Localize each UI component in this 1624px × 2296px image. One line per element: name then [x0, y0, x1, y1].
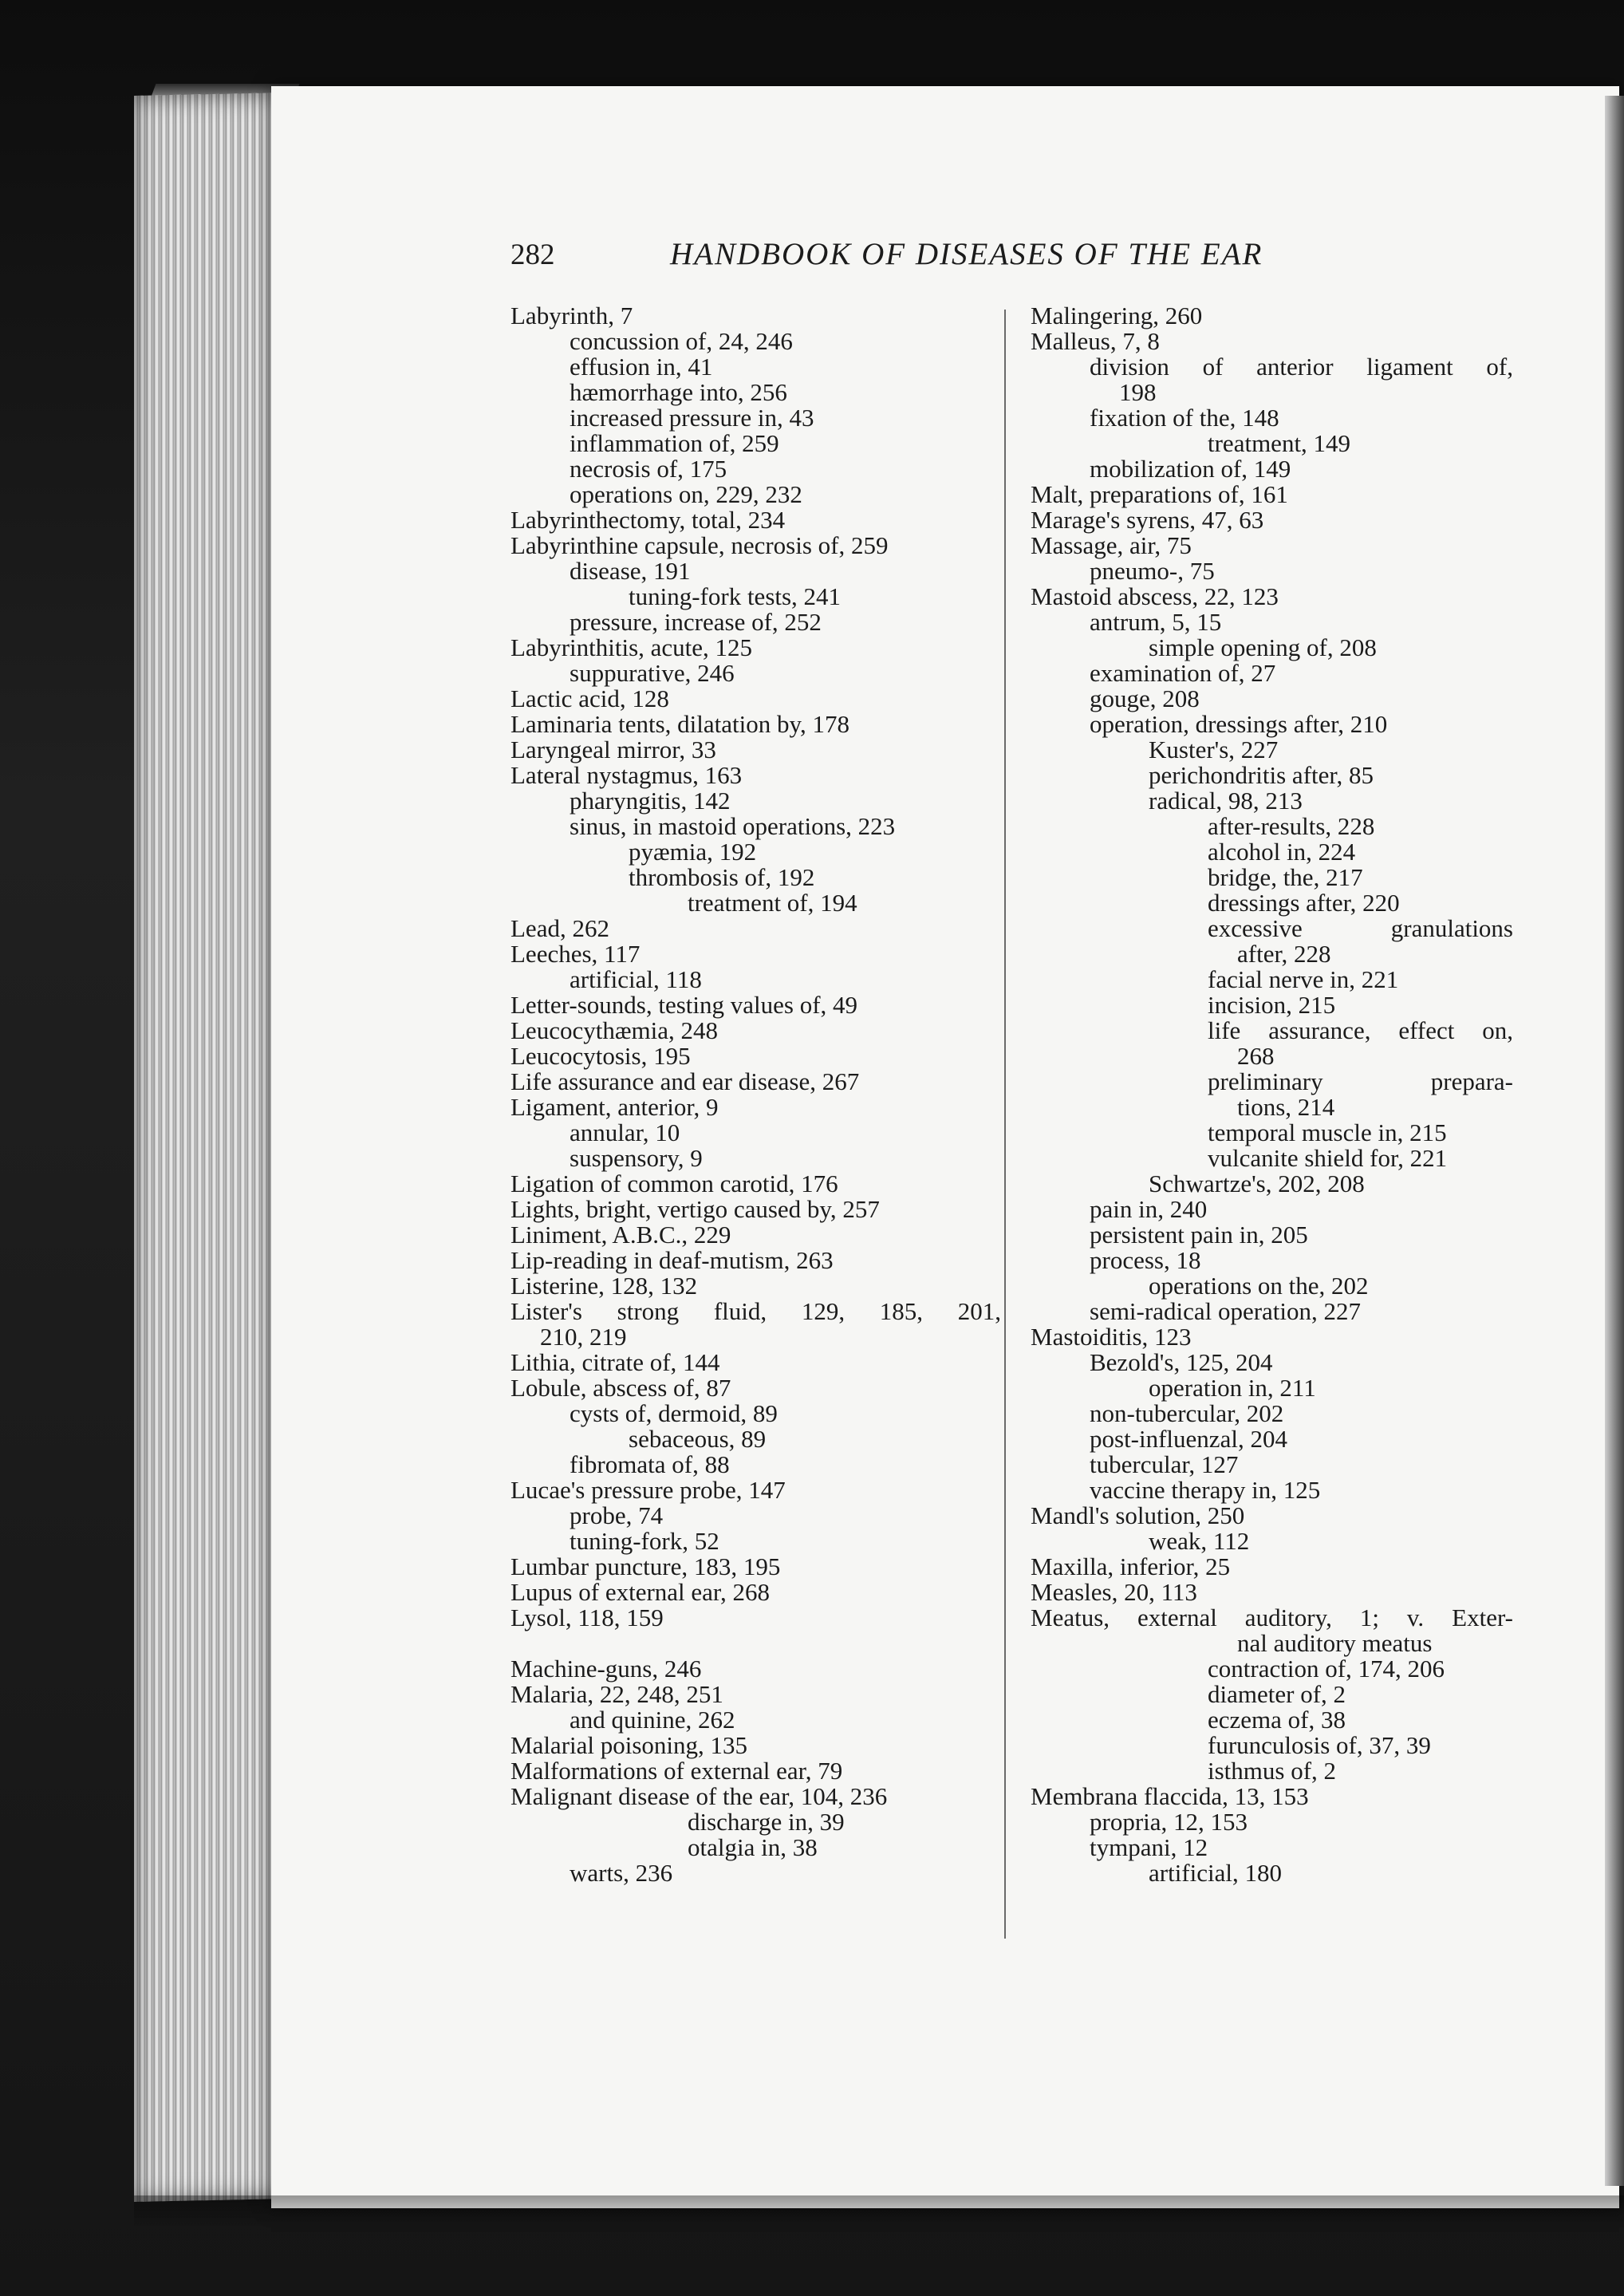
index-entry: Lucae's pressure probe, 147	[510, 1476, 786, 1504]
index-entry: Mandl's solution, 250	[1031, 1501, 1245, 1529]
index-entry: Schwartze's, 202, 208	[1149, 1170, 1365, 1197]
index-entry: tuning-fork tests, 241	[629, 582, 842, 610]
index-entry: otalgia in, 38	[688, 1833, 818, 1861]
index-entry: sinus, in mastoid operations, 223	[570, 812, 896, 840]
index-entry: probe, 74	[570, 1501, 664, 1529]
index-entry: preliminary prepara-	[1208, 1067, 1513, 1095]
index-entry: Ligament, anterior, 9	[510, 1093, 719, 1121]
index-entry: discharge in, 39	[688, 1808, 845, 1836]
index-entry: gouge, 208	[1090, 684, 1200, 712]
index-entry: Marage's syrens, 47, 63	[1031, 506, 1264, 534]
index-entry: vaccine therapy in, 125	[1090, 1476, 1321, 1504]
index-entry: suspensory, 9	[570, 1144, 703, 1172]
page-edges	[134, 93, 286, 2202]
index-entry: Lithia, citrate of, 144	[510, 1348, 720, 1376]
index-entry: effusion in, 41	[570, 353, 713, 381]
index-entry: isthmus of, 2	[1208, 1757, 1337, 1785]
index-entry: Labyrinthitis, acute, 125	[510, 633, 753, 661]
right-page-edge	[1605, 96, 1624, 2186]
index-entry: excessive granulations	[1208, 914, 1513, 942]
index-entry: semi-radical operation, 227	[1090, 1297, 1362, 1325]
index-entry: pressure, increase of, 252	[570, 608, 822, 636]
index-entry: operation, dressings after, 210	[1090, 710, 1388, 738]
index-entry: Malignant disease of the ear, 104, 236	[510, 1782, 888, 1810]
index-entry: Maxilla, inferior, 25	[1031, 1552, 1231, 1580]
index-entry: Lights, bright, vertigo caused by, 257	[510, 1195, 880, 1223]
index-entry: Lysol, 118, 159	[510, 1604, 664, 1631]
index-entry: Labyrinthectomy, total, 234	[510, 506, 786, 534]
index-column-left	[510, 303, 1005, 1886]
index-entry: Lead, 262	[510, 914, 609, 942]
column-divider	[1004, 310, 1006, 1939]
index-entry: antrum, 5, 15	[1090, 608, 1222, 636]
index-entry: simple opening of, 208	[1149, 633, 1377, 661]
index-entry: Membrana flaccida, 13, 153	[1031, 1782, 1309, 1810]
index-entry: Lobule, abscess of, 87	[510, 1374, 731, 1402]
index-entry: dressings after, 220	[1208, 889, 1400, 917]
index-entry: Lumbar puncture, 183, 195	[510, 1552, 781, 1580]
index-entry: after, 228	[1237, 940, 1331, 968]
index-entry: persistent pain in, 205	[1090, 1221, 1308, 1249]
index-entry: thrombosis of, 192	[629, 863, 815, 891]
index-entry: annular, 10	[570, 1118, 680, 1146]
index-entry: facial nerve in, 221	[1208, 965, 1399, 993]
index-entry: after-results, 228	[1208, 812, 1375, 840]
index-entry: radical, 98, 213	[1149, 787, 1303, 815]
index-entry: 198	[1119, 378, 1157, 406]
index-entry: vulcanite shield for, 221	[1208, 1144, 1448, 1172]
index-entry: Kuster's, 227	[1149, 736, 1279, 763]
index-entry: temporal muscle in, 215	[1208, 1118, 1447, 1146]
index-entry: fixation of the, 148	[1090, 404, 1279, 432]
index-entry: hæmorrhage into, 256	[570, 378, 787, 406]
index-entry: treatment, 149	[1208, 429, 1351, 457]
index-entry: Massage, air, 75	[1031, 531, 1192, 559]
index-entry: division of anterior ligament of,	[1090, 353, 1513, 381]
index-entry: perichondritis after, 85	[1149, 761, 1374, 789]
index-entry: inflammation of, 259	[570, 429, 779, 457]
index-entry: Leeches, 117	[510, 940, 641, 968]
index-entry: sebaceous, 89	[629, 1425, 767, 1453]
page-number: 282	[510, 239, 555, 271]
index-entry: pain in, 240	[1090, 1195, 1208, 1223]
index-entry: Lupus of external ear, 268	[510, 1578, 771, 1606]
index-entry: Liniment, A.B.C., 229	[510, 1221, 731, 1249]
index-entry: Lister's strong fluid, 129, 185, 201,	[510, 1297, 1001, 1325]
index-entry: nal auditory meatus	[1237, 1629, 1433, 1657]
index-entry: treatment of, 194	[688, 889, 857, 917]
index-entry: Letter-sounds, testing values of, 49	[510, 991, 858, 1019]
index-entry: Labyrinthine capsule, necrosis of, 259	[510, 531, 889, 559]
bottom-shadow	[134, 2195, 1624, 2227]
index-entry: pyæmia, 192	[629, 838, 757, 866]
index-entry: and quinine, 262	[570, 1706, 735, 1734]
running-head: HANDBOOK OF DISEASES OF THE EAR	[670, 237, 1263, 271]
index-entry: Ligation of common carotid, 176	[510, 1170, 838, 1197]
index-entry: Malarial poisoning, 135	[510, 1731, 748, 1759]
index-entry: tubercular, 127	[1090, 1450, 1239, 1478]
index-entry: Laminaria tents, dilatation by, 178	[510, 710, 849, 738]
index-entry: Lip-reading in deaf-mutism, 263	[510, 1246, 834, 1274]
index-entry: tuning-fork, 52	[570, 1527, 719, 1555]
index-entry: life assurance, effect on,	[1208, 1016, 1513, 1044]
index-entry: operations on, 229, 232	[570, 480, 802, 508]
index-entry: diameter of, 2	[1208, 1680, 1346, 1708]
index-entry: Lateral nystagmus, 163	[510, 761, 743, 789]
index-entry: weak, 112	[1149, 1527, 1250, 1555]
index-entry: furunculosis of, 37, 39	[1208, 1731, 1431, 1759]
index-entry: fibromata of, 88	[570, 1450, 730, 1478]
index-entry: 268	[1237, 1042, 1275, 1070]
index-column-right	[1031, 303, 1525, 1886]
index-entry: Malformations of external ear, 79	[510, 1757, 843, 1785]
index-entry: Leucocythæmia, 248	[510, 1016, 718, 1044]
index-entry: Life assurance and ear disease, 267	[510, 1067, 860, 1095]
index-entry: pneumo-, 75	[1090, 557, 1215, 585]
index-entry: suppurative, 246	[570, 659, 735, 687]
index-entry: Machine-guns, 246	[510, 1655, 702, 1683]
index-entry: bridge, the, 217	[1208, 863, 1363, 891]
index-entry: contraction of, 174, 206	[1208, 1655, 1445, 1683]
index-entry: disease, 191	[570, 557, 691, 585]
index-entry: Malt, preparations of, 161	[1031, 480, 1288, 508]
index-entry: Leucocytosis, 195	[510, 1042, 691, 1070]
index-entry: Measles, 20, 113	[1031, 1578, 1197, 1606]
index-entry: increased pressure in, 43	[570, 404, 814, 432]
index-entry: Listerine, 128, 132	[510, 1272, 698, 1300]
index-entry: Malaria, 22, 248, 251	[510, 1680, 723, 1708]
index-entry: Labyrinth, 7	[510, 302, 633, 329]
index-entry: eczema of, 38	[1208, 1706, 1346, 1734]
index-entry: alcohol in, 224	[1208, 838, 1356, 866]
index-entry: mobilization of, 149	[1090, 455, 1291, 483]
index-entry: artificial, 180	[1149, 1859, 1282, 1887]
index-entry: concussion of, 24, 246	[570, 327, 793, 355]
index-entry: process, 18	[1090, 1246, 1201, 1274]
index-entry: warts, 236	[570, 1859, 673, 1887]
index-entry: tympani, 12	[1090, 1833, 1208, 1861]
index-entry: pharyngitis, 142	[570, 787, 731, 815]
index-entry: Malleus, 7, 8	[1031, 327, 1160, 355]
index-entry: cysts of, dermoid, 89	[570, 1399, 778, 1427]
index-entry: necrosis of, 175	[570, 455, 727, 483]
index-entry: post-influenzal, 204	[1090, 1425, 1287, 1453]
index-entry: examination of, 27	[1090, 659, 1276, 687]
index-entry: Lactic acid, 128	[510, 684, 669, 712]
index-entry: operations on the, 202	[1149, 1272, 1369, 1300]
index-entry: Meatus, external auditory, 1; v. Exter-	[1031, 1604, 1513, 1631]
index-entry: Laryngeal mirror, 33	[510, 736, 716, 763]
index-entry: Mastoid abscess, 22, 123	[1031, 582, 1279, 610]
index-entry: propria, 12, 153	[1090, 1808, 1248, 1836]
index-entry: Mastoiditis, 123	[1031, 1323, 1192, 1351]
index-entry: Bezold's, 125, 204	[1090, 1348, 1273, 1376]
index-entry: incision, 215	[1208, 991, 1336, 1019]
index-entry: non-tubercular, 202	[1090, 1399, 1284, 1427]
index-entry: artificial, 118	[570, 965, 702, 993]
index-entry: 210, 219	[540, 1323, 627, 1351]
index-entry: Malingering, 260	[1031, 302, 1203, 329]
index-entry: tions, 214	[1237, 1093, 1335, 1121]
index-entry: operation in, 211	[1149, 1374, 1316, 1402]
